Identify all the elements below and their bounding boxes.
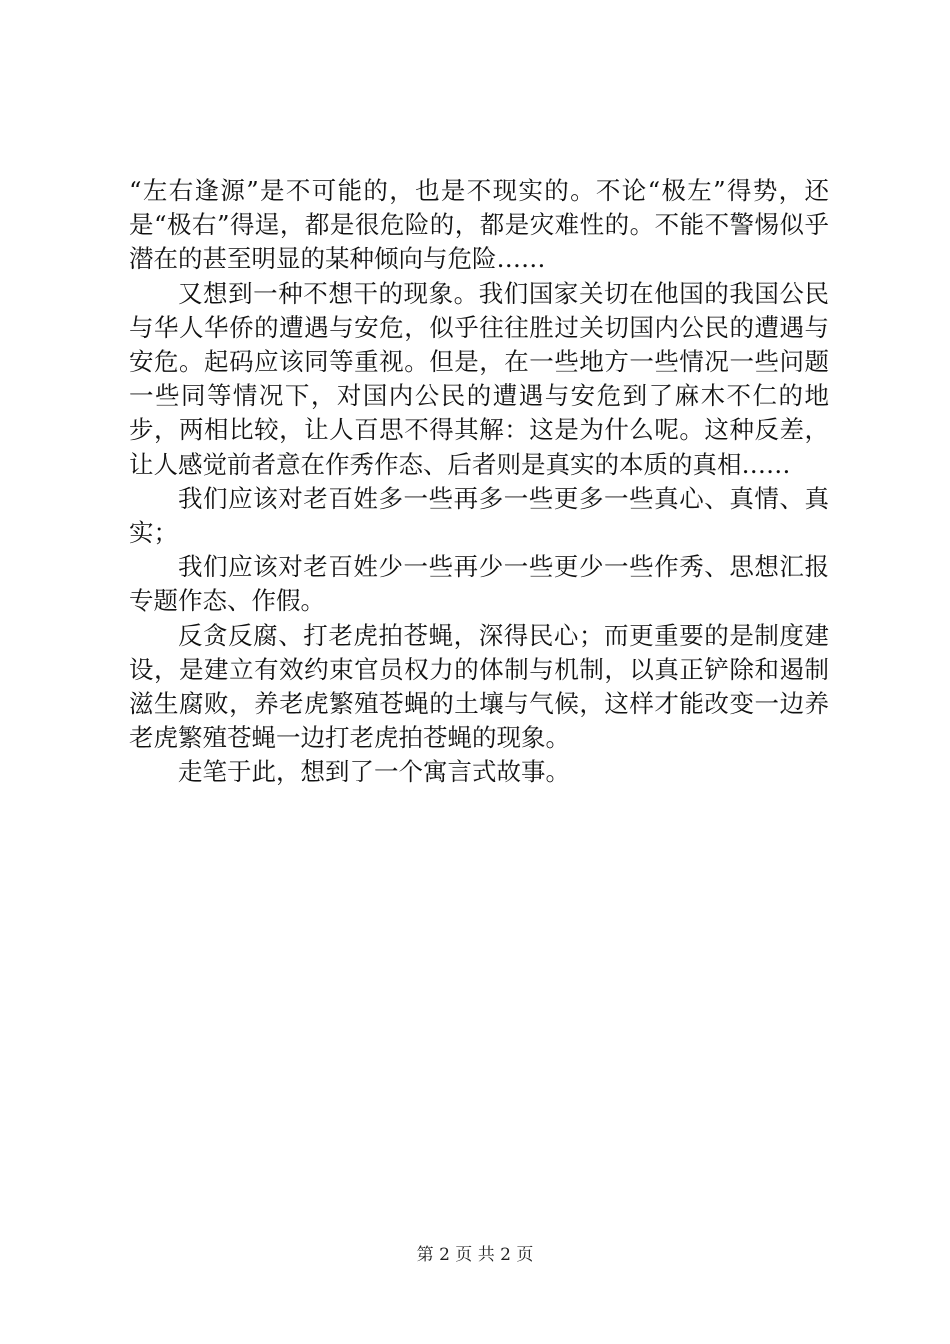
document-body bbox=[129, 174, 829, 790]
page-number-footer: 第 2 页 共 2 页 bbox=[416, 1245, 534, 1265]
paragraph: 走笔于此，想到了一个寓言式故事。 bbox=[178, 757, 570, 787]
paragraph-continued: “左右逢源”是不可能的，也是不现实的。不论“极左”得势，还是“极右”得逞，都是很危险的，都是灾难性的。不能不警惕似乎潜在的甚至明显的某种倾向与危险…… bbox=[129, 176, 829, 274]
paragraph: 我们应该对老百姓少一些再少一些更少一些作秀、思想汇报专题作态、作假。 bbox=[129, 552, 829, 616]
paragraph: 又想到一种不想干的现象。我们国家关切在他国的我国公民与华人华侨的遭遇与安危，似乎往往胜过关切国内公民的遭遇与安危。起码应该同等重视。但是，在一些地方一些情况一些问题一些同等情况下，对国内公民的遭遇与安危到了麻木不仁的地步，两相比较，让人百思不得其解：这是为什么呢。这种反差，让人感觉前者意在作秀作态、后者则是真实的本质的真相…… bbox=[129, 278, 829, 479]
paragraph: 我们应该对老百姓多一些再多一些更多一些真心、真情、真实； bbox=[129, 483, 829, 548]
paragraph: 反贪反腐、打老虎拍苍蝇，深得民心；而更重要的是制度建设，是建立有效约束官员权力的体制与机制，以真正铲除和遏制滋生腐败，养老虎繁殖苍蝇的土壤与气候，这样才能改变一边养老虎繁殖苍蝇一边打老虎拍苍蝇的现象。 bbox=[129, 620, 829, 753]
